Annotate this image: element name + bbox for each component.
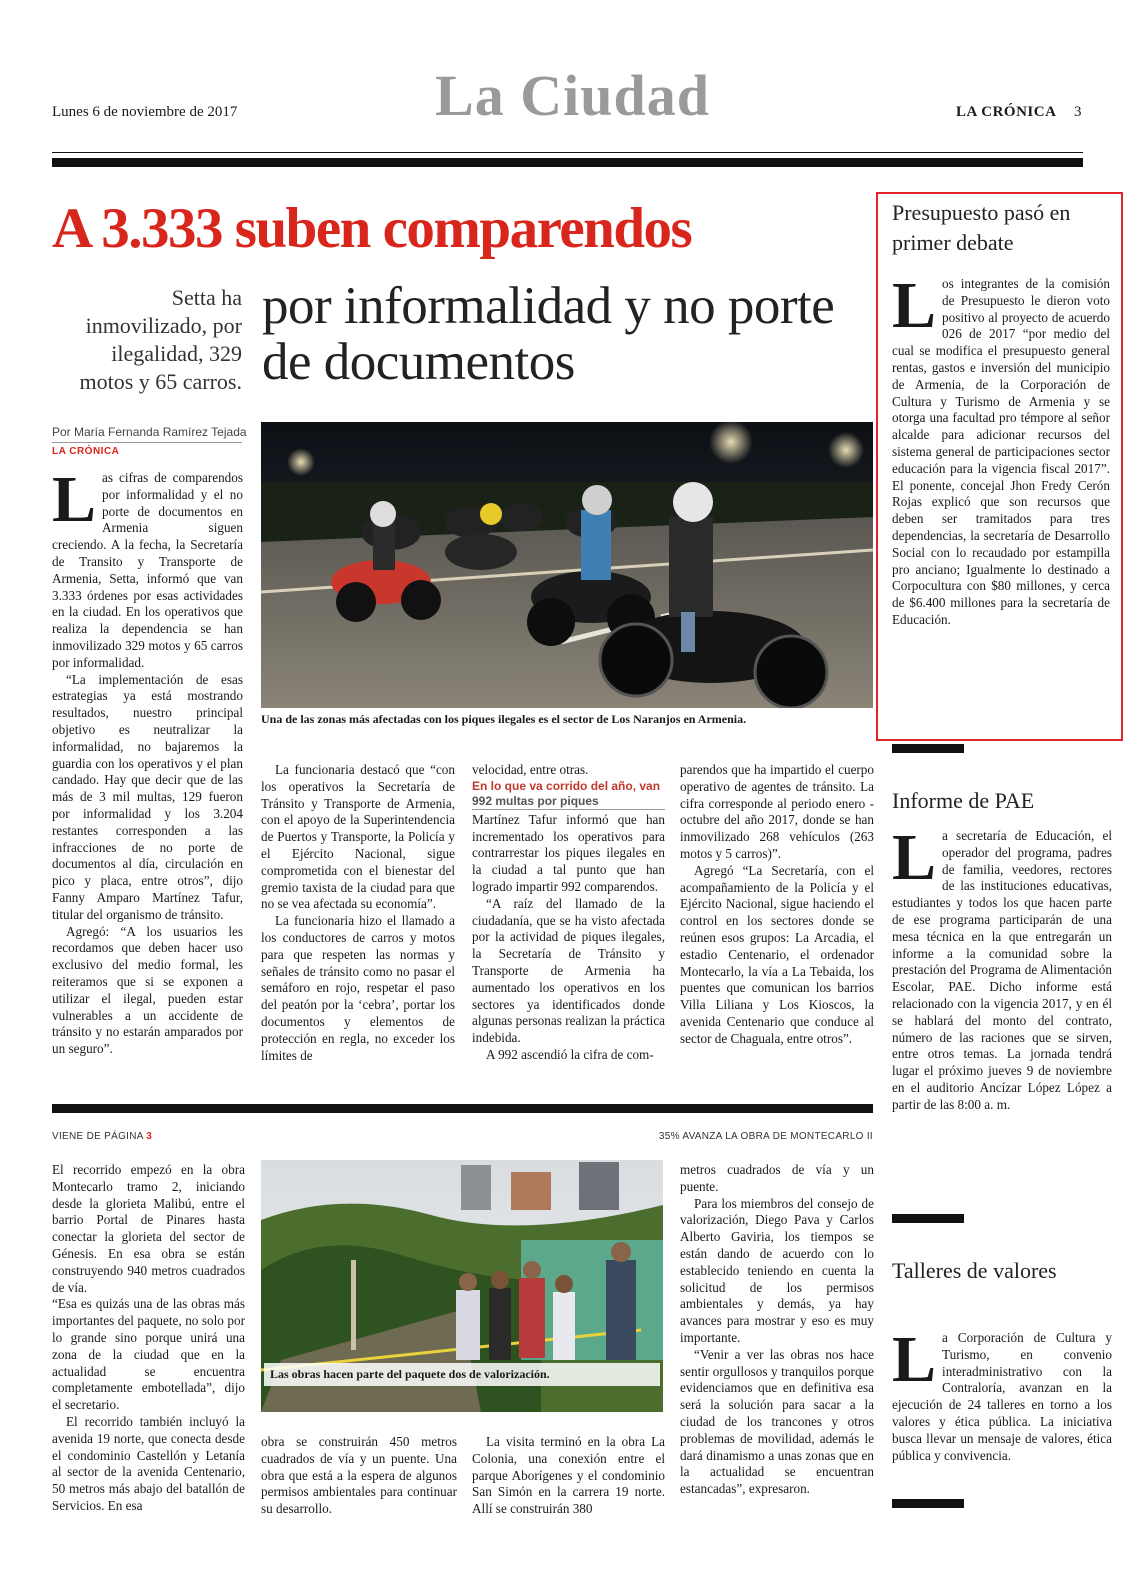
paragraph: “Esa es quizás una de las obras más importantes del paquete, no solo por lo grande sino porque unirá una zona de la ciudad que en la actualidad se encuentra completamente embotellada”, dijo el secretario.: [52, 1296, 245, 1413]
byline: Por María Fernanda Ramírez Tejada: [52, 425, 247, 439]
page-number: 3: [1074, 104, 1082, 120]
paragraph: La funcionaria hizo el llamado a los conductores de carros y motos para que respeten las normas y señales de tránsito como no pasar el semáforo en rojo, respetar el paso del peatón por la ‘cebra’, portar los documentos y elementos de protección en regla, no exceder los límites de: [261, 913, 455, 1063]
sidebar-divider: [892, 744, 964, 753]
paragraph: El recorrido también incluyó la avenida 19 norte, que conecta desde el condominio Castellón y Letanía al sector de la avenida Centenario, 50 metros más abajo del batallón de Servicios. En esa: [52, 1413, 245, 1513]
paragraph: Las cifras de comparendos por informalidad y el no porte de documentos en Armenia siguen creciendo. A la fecha, la Secretaría de Transito y Transporte de Armenia, Setta, informó que van 3.333 órdenes por esas actividades en la ciudad. En los operativos que realiza la dependencia se han inmovilizado 329 motos y 65 carros por informalidad.: [52, 463, 243, 670]
byline-divider: [52, 442, 242, 443]
main-article-column-3: [472, 762, 665, 1064]
main-article-column-1: [52, 463, 243, 1058]
paragraph: La visita terminó en la obra La Colonia, una conexión entre el parque Aborígenes y el condominio San Simón en la carrera 19 norte. Allí se construirán 380: [472, 1434, 665, 1517]
sidebar-story-body: La Corporación de Cultura y Turismo, en convenio interadministrativo con la Contraloría, avanzan en la ejecución de 24 talleres en torno a los valores y ética pública. La iniciativa busca llevar un mensaje de valores, ética pública y convivencia.: [892, 1323, 1112, 1463]
paragraph: “A raíz del llamado de la ciudadanía, que se ha visto afectada por la actividad de piques ilegales, la Secretaría de Tránsito y Transporte de Armenia ha aumentado los operativos en los sectores ya identificados donde algunas personas realizan la práctica indebida.: [472, 895, 665, 1046]
paragraph: La funcionaria destacó que “con los operativos la Secretaría de Tránsito y Transporte de Armenia, con el apoyo de la Superintendencia de Puertos y Transporte, la Policía y el Ejército Nacional, sigue comprometida con el bienestar del gremio taxista de la ciudad para que no se vea afectada su economía”.: [261, 762, 455, 912]
sidebar-story-body: La secretaría de Educación, el operador del programa, padres de familia, veedores, rectores de las instituciones educativas, estudiantes y todos los que hacen parte de ese programa participarán de una mesa técnica en la que entregarán un informe a la comunidad sobre la prestación del Programa de Alimentación Escolar, PAE. Dicho informe está relacionado con la vigencia 2017, y en él se hablará del monto del contrato, número de las raciones que se sirven, entre otros temas. La jornada tendrá lugar el próximo jueves 9 de noviembre en el auditorio Ancízar López López a partir de las 8:00 a. m.: [892, 821, 1112, 1112]
paragraph: Martínez Tafur informó que han incrementado los operativos para contrarrestar los piques ilegales en la ciudad a tal punto que han logrado impartir 992 comparendos.: [472, 811, 665, 894]
paragraph: Agregó “La Secretaría, con el acompañamiento de la Policía y el Ejército Nacional, sigue haciendo el control en los sectores donde se reúnen esos grupos: La Arcadia, el estadio Centenario, el ordenador Montecarlo, la vía a La Tebaida, los puentes que comunican los barrios Villa Liliana y Los Kioscos, la avenida Centenario que conduce al sector de Chaguala, entre otros”.: [680, 862, 874, 1046]
photo-caption: Las obras hacen parte del paquete dos de valorización.: [264, 1363, 660, 1386]
motorcycles-photo: [261, 422, 873, 708]
sidebar-story-title: Talleres de valores: [892, 1258, 1057, 1283]
paragraph: “Venir a ver las obras nos hace sentir orgullosos y tranquilos porque evidenciamos que en definitiva esa será la solución para sacar a la ciudad de los trancones y otros problemas de movilidad, además le dará dinamismo a unas zonas que en la actualidad se encuentran estancadas”, expresaron.: [680, 1346, 874, 1497]
header-thick-rule: [52, 158, 1083, 167]
paragraph: El recorrido empezó en la obra Montecarlo tramo 2, iniciando desde la glorieta Malibú, entre el barrio Portal de Pinares hasta conectar la glorieta del sector de Génesis. En esa obra se están construyendo 940 metros cuadrados de vía.: [52, 1162, 245, 1295]
section-title: La Ciudad: [435, 63, 710, 128]
drop-cap: L: [892, 1323, 937, 1396]
issue-date: Lunes 6 de noviembre de 2017: [52, 104, 238, 120]
main-headline: A 3.333 suben comparendos: [52, 197, 692, 260]
header-thin-rule: [52, 152, 1083, 153]
sidebar-story-title: Informe de PAE: [892, 788, 1035, 813]
lower-article-column-2: [261, 1434, 457, 1518]
sidebar-story-body: Los integrantes de la comisión de Presupuesto le dieron voto positivo al proyecto de acuerdo 026 de 2017 “por medio del cual se modifica el presupuesto general rentas, gastos e inversión del municipio de Armenia, de la Corporación de Cultura y Turismo de Armenia y se otorga una facultad pro témpore al señor alcalde para adicionar recursos del sistema general de participaciones sector educación para la vigencia fiscal 2017”. El ponente, concejal Jhon Fredy Cerón Rojas explicó que son recursos que deben ser tramitados para tres dependencias, la secretaría de Desarrollo Social con lo recaudado por estampilla pro anciano; Igualmente lo destinado a Corpocultura con $80 millones, y cerca de $6.400 millones para la secretaría de Educación.: [892, 269, 1110, 627]
paragraph: “La implementación de esas estrategias ya está mostrando resultados, nuestro principal objetivo es neutralizar la informalidad, no bajaremos la guardia con los operativos y el plan candado. Hay que decir que de las más de 3 mil multas, 129 fueron por informalidad y los 3.204 restantes corresponden a las infracciones de no porte de documentos al día, circulación en pico y placa, entre otros”, dijo Fanny Amparo Martínez Tafur, titular del organismo de tránsito.: [52, 671, 243, 922]
drop-cap: L: [892, 821, 937, 894]
sidebar-story-title: Presupuesto pasó en primer debate: [892, 200, 1071, 255]
section-divider: [52, 1104, 873, 1113]
lower-article-column-4: [680, 1162, 874, 1498]
inline-subhead: En lo que va corrido del año, van: [472, 778, 661, 793]
continued-tag: VIENE DE PÁGINA 3: [52, 1131, 153, 1142]
paragraph: Agregó: “A los usuarios les recordamos que deben hacer uso exclusivo del medio formal, les reiteramos que si se exponen a utilizar el ilegal, pueden estar vulnerables a un accidente de tránsito y no estarán amparados por un seguro”.: [52, 923, 243, 1057]
lower-article-kicker: 35% AVANZA LA OBRA DE MONTECARLO II: [658, 1131, 873, 1142]
main-article-column-4: [680, 762, 874, 1048]
paragraph: velocidad, entre otras.: [472, 762, 589, 777]
inline-subhead: 992 multas por piques: [472, 794, 665, 810]
drop-cap: L: [892, 269, 937, 342]
sidebar-divider: [892, 1499, 964, 1508]
sidebar-divider: [892, 1214, 964, 1223]
paragraph: metros cuadrados de vía y un puente.: [680, 1162, 874, 1194]
byline-paper: LA CRÓNICA: [52, 446, 120, 457]
main-article-column-2: [261, 762, 455, 1064]
paragraph: obra se construirán 450 metros cuadrados de vía y un puente. Una obra que está a la espera de algunos permisos ambientales para continuar su desarrollo.: [261, 1434, 457, 1517]
paragraph: Para los miembros del consejo de valorización, Diego Pava y Carlos Alberto Gaviria, los tiempos se están dando de acuerdo con lo establecido teniendo en cuenta la solicitud de los permisos ambientales y demás, ya hay avances para mostrar y eso es muy importante.: [680, 1195, 874, 1345]
lower-article-column-1: [52, 1162, 245, 1515]
motorcycles-illustration: [261, 422, 873, 708]
paragraph: A 992 ascendió la cifra de com-: [486, 1046, 654, 1062]
lower-article-column-3: [472, 1434, 665, 1518]
paragraph: parendos que ha impartido el cuerpo operativo de agentes de tránsito. La cifra corresponde al periodo enero - octubre del año 2017, donde se han inmovilizado 268 vehículos (263 motos y 5 carros)”.: [680, 762, 874, 861]
drop-cap: L: [52, 463, 97, 536]
main-subhead: por informalidad y no porte de documentos: [262, 277, 835, 391]
newspaper-name: LA CRÓNICA: [956, 104, 1057, 120]
photo-caption: Una de las zonas más afectadas con los piques ilegales es el sector de Los Naranjos en Armenia.: [261, 712, 747, 726]
main-dek: Setta ha inmovilizado, por ilegalidad, 329 motos y 65 carros.: [79, 285, 242, 394]
